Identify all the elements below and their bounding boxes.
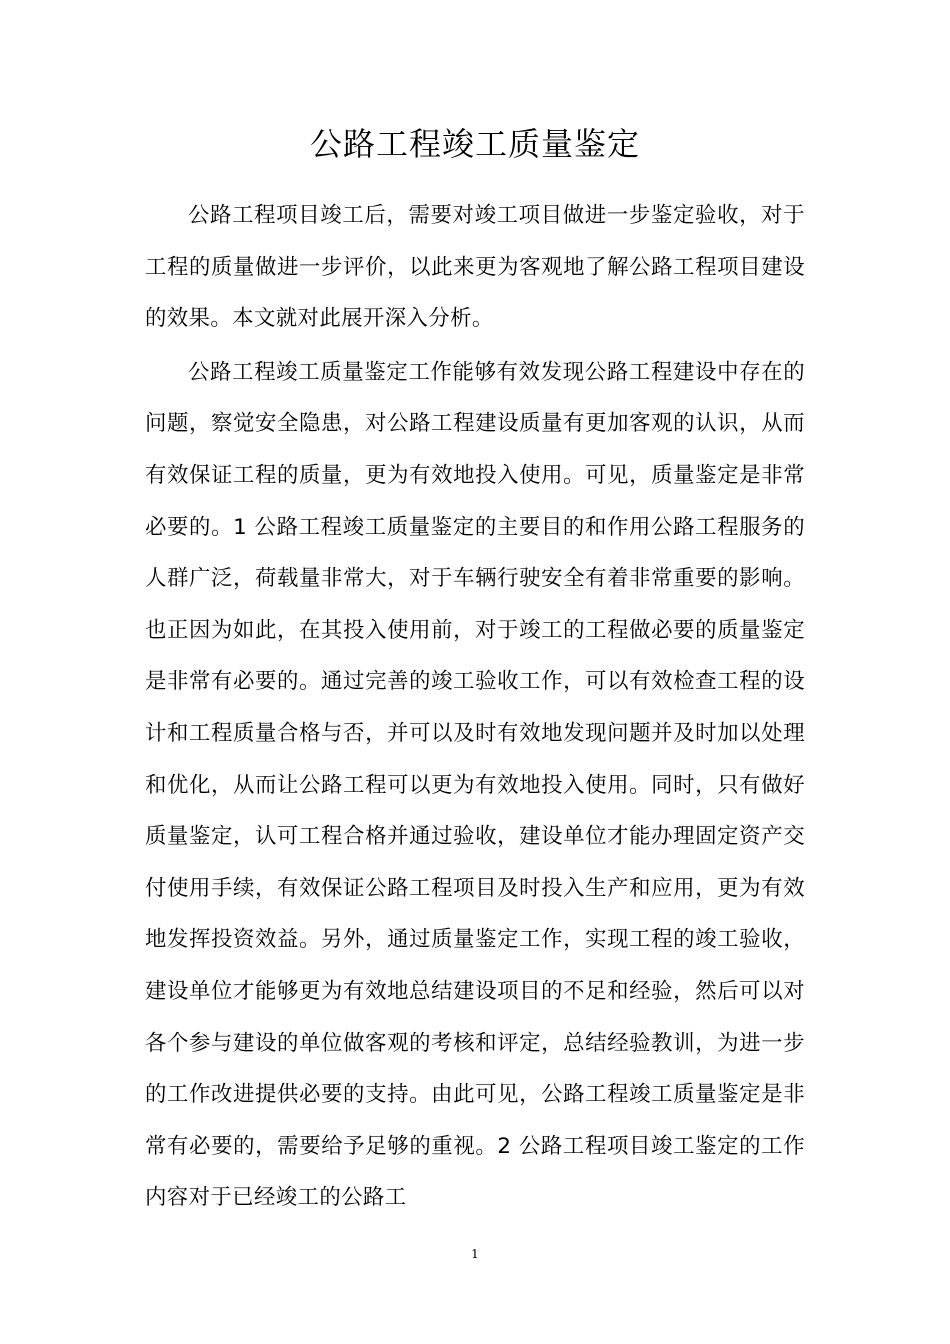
document-body	[145, 190, 805, 1226]
paragraph-intro: 公路工程项目竣工后，需要对竣工项目做进一步鉴定验收，对于工程的质量做进一步评价，以此来更为客观地了解公路工程项目建设的效果。本文就对此展开深入分析。	[145, 203, 805, 332]
document-title: 公路工程竣工质量鉴定	[309, 125, 640, 163]
page-number: 1	[471, 1247, 479, 1261]
paragraph-main: 公路工程竣工质量鉴定工作能够有效发现公路工程建设中存在的问题，察觉安全隐患，对公路工程建设质量有更加客观的认识，从而有效保证工程的质量，更为有效地投入使用。可见，质量鉴定是非常必要的。1 公路工程竣工质量鉴定的主要目的和作用公路工程服务的人群广泛，荷载量非常大，对于车辆行驶安全有着非常重要的影响。也正因为如此，在其投入使用前，对于竣工的工程做必要的质量鉴定是非常有必要的。通过完善的竣工验收工作，可以有效检查工程的设计和工程质量合格与否，并可以及时有效地发现问题并及时加以处理和优化，从而让公路工程可以更为有效地投入使用。同时，只有做好质量鉴定，认可工程合格并通过验收，建设单位才能办理固定资产交付使用手续，有效保证公路工程项目及时投入生产和应用，更为有效地发挥投资效益。另外，通过质量鉴定工作，实现工程的竣工验收，建设单位才能够更为有效地总结建设项目的不足和经验，然后可以对各个参与建设的单位做客观的考核和评定，总结经验教训，为进一步的工作改进提供必要的支持。由此可见，公路工程竣工质量鉴定是非常有必要的，需要给予足够的重视。2 公路工程项目竣工鉴定的工作内容对于已经竣工的公路工	[145, 359, 805, 1211]
